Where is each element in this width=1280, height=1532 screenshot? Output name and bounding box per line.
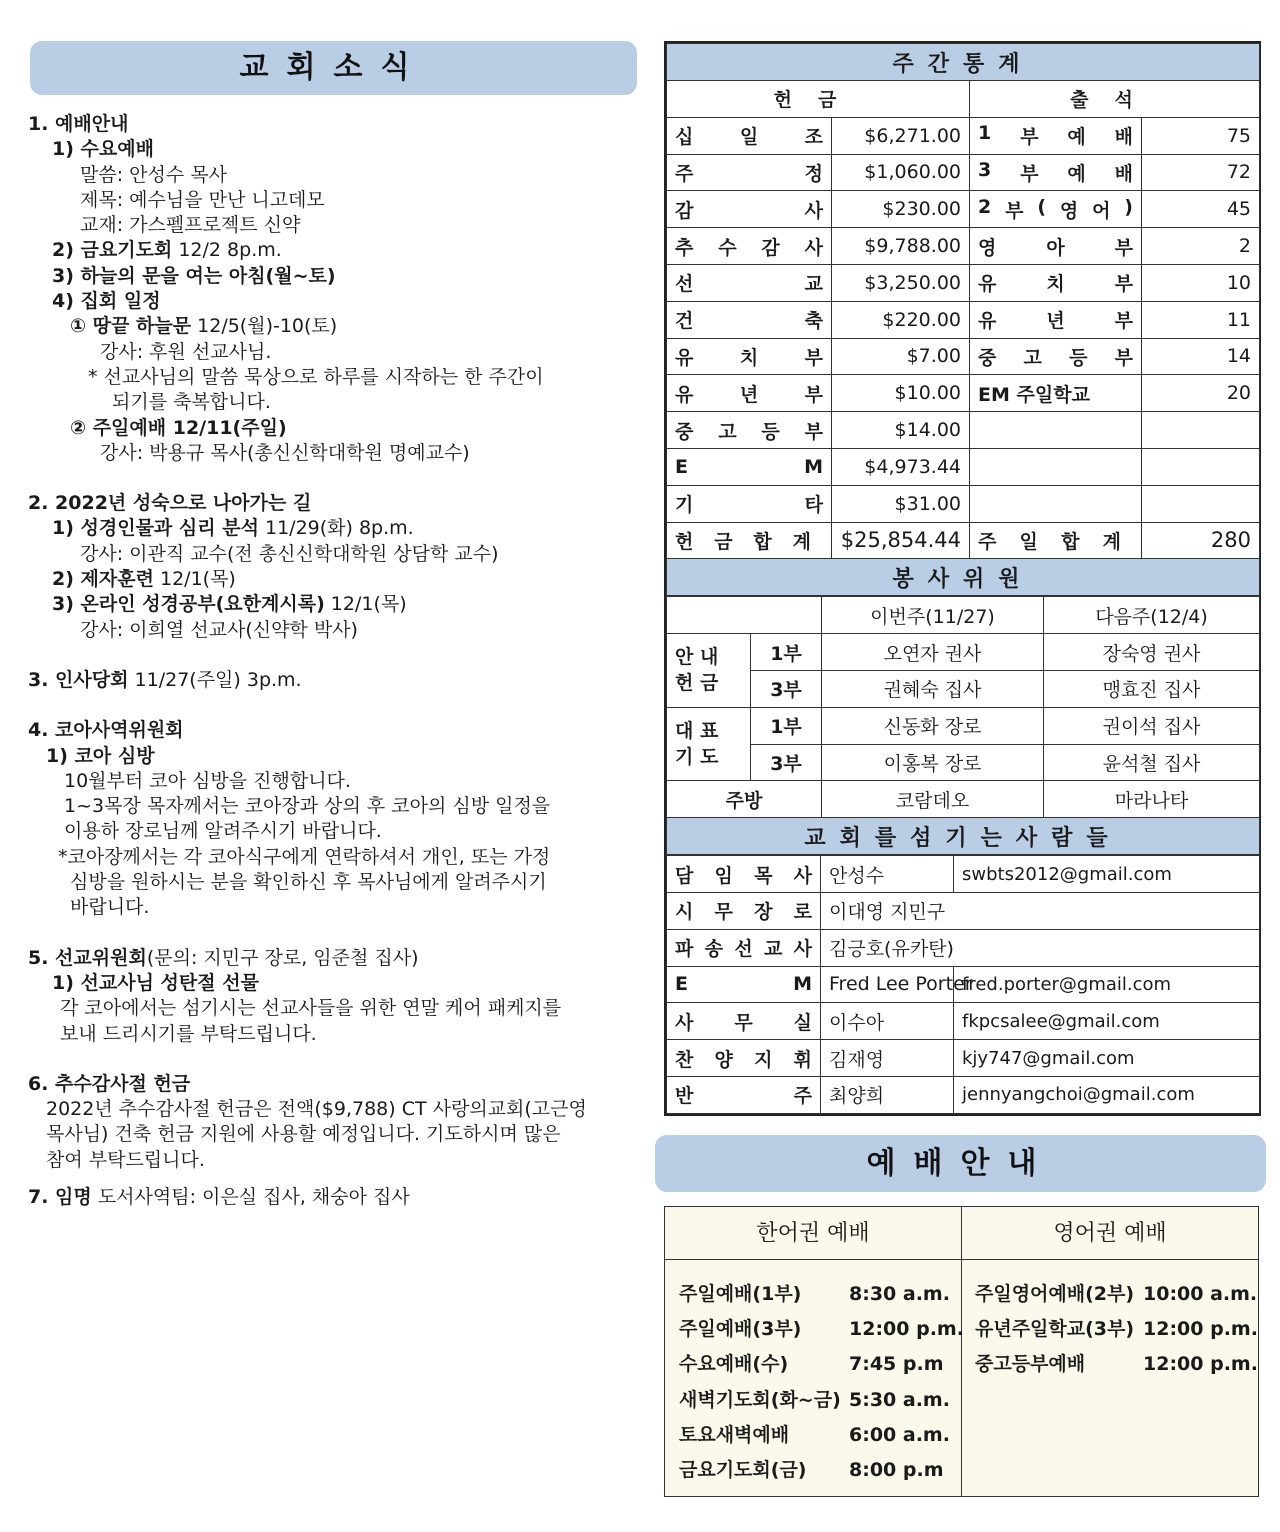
offering-amount: $10.00 — [832, 375, 970, 412]
item-text: 제목: 예수님을 만난 니고데모 — [80, 188, 325, 211]
offering-label: 유 치 부 — [667, 338, 832, 375]
service-time: 12:00 p.m. — [1143, 1353, 1258, 1376]
schedule-row — [975, 1347, 1258, 1382]
offering-label: 유 년 부 — [667, 375, 832, 412]
staff-role: 파 송 선 교 사 — [667, 929, 821, 966]
volunteer-name: 오연자 권사 — [822, 634, 1044, 671]
weekly-stats-table — [666, 43, 1260, 596]
item-text: 참여 부탁드립니다. — [46, 1148, 205, 1171]
item-text: 강사: 이희열 선교사(신약학 박사) — [80, 618, 358, 641]
item-title: 1) 코아 심방 — [46, 744, 155, 767]
attendance-count — [1142, 412, 1260, 449]
schedule-row — [679, 1383, 949, 1418]
stats-row — [667, 154, 1260, 191]
offering-amount: $4,973.44 — [832, 448, 970, 485]
item-text: 심방을 원하시는 분을 확인하신 후 목사님에게 알려주시기 — [70, 871, 547, 894]
usher-label: 안 내 — [675, 646, 719, 669]
item-text: 보내 드리시기를 부탁드립니다. — [60, 1022, 317, 1045]
service-time: 10:00 a.m. — [1143, 1283, 1258, 1305]
this-week-header: 이번주(11/27) — [822, 597, 1044, 634]
offering-amount: $31.00 — [832, 485, 970, 522]
staff-row — [667, 892, 1260, 929]
staff-email: jennyangchoi@gmail.com — [954, 1076, 1260, 1113]
item-text: 목사님) 건축 헌금 지원에 사용할 예정입니다. 기도하시며 많은 — [46, 1123, 561, 1146]
stats-row — [667, 117, 1260, 154]
stats-title: 주간통계 — [667, 44, 1260, 81]
schedule-row — [679, 1347, 949, 1382]
offering-amount: $14.00 — [832, 412, 970, 449]
staff-row — [667, 929, 1260, 966]
service-name: 주일예배(1부) — [679, 1283, 802, 1305]
item-date: 12/1(목) — [159, 568, 236, 591]
attendance-total-label: 주 일 합 계 — [970, 522, 1142, 559]
volunteer-name: 이홍복 장로 — [822, 744, 1044, 781]
offering-label: 추 수 감 사 — [667, 228, 832, 265]
service-time: 8:00 p.m — [849, 1458, 944, 1481]
meeting-title: ② 주일예배 12/11(주일) — [70, 416, 287, 439]
section-title: 2. 2022년 성숙으로 나아가는 길 — [28, 492, 312, 515]
item-title: 3) 온라인 성경공부(요한계시록) — [52, 593, 325, 616]
stats-row — [667, 264, 1260, 301]
attendance-label: 중 고 등 부 — [970, 338, 1142, 375]
offering-total-label: 헌 금 합 계 — [667, 522, 832, 559]
offering-label: 십 일 조 — [667, 117, 832, 154]
staff-row — [667, 1076, 1260, 1113]
staff-row — [667, 966, 1260, 1003]
stats-row — [667, 412, 1260, 449]
attendance-count: 72 — [1142, 154, 1260, 191]
staff-name: 이수아 — [821, 1003, 954, 1040]
service-name: 수요예배(수) — [679, 1353, 789, 1376]
attendance-label — [970, 485, 1142, 522]
attendance-count: 75 — [1142, 117, 1260, 154]
volunteer-name: 신동화 장로 — [822, 707, 1044, 744]
service-name: 주일영어예배(2부) — [975, 1283, 1135, 1305]
schedule-row — [679, 1277, 949, 1312]
section-title: 7. 임명 — [28, 1185, 92, 1208]
service-name: 새벽기도회(화~금) — [679, 1388, 841, 1411]
staff-email: fred.porter@gmail.com — [954, 966, 1260, 1003]
worship-banner: 예배안내 — [655, 1135, 1266, 1192]
offering-label: E M — [667, 448, 832, 485]
volunteer-name: 장숙영 권사 — [1044, 634, 1260, 671]
kitchen-team: 코람데오 — [822, 781, 1044, 818]
item-title: 1) 선교사님 성탄절 선물 — [52, 971, 259, 994]
service-name: 주일예배(3부) — [679, 1318, 802, 1341]
item-text: 각 코아에서는 섬기시는 선교사들을 위한 연말 케어 패케지를 — [60, 997, 562, 1020]
service-3-label: 3부 — [751, 744, 822, 781]
attendance-label — [970, 412, 1142, 449]
staff-role: E M — [667, 966, 821, 1003]
item-title: 2) 제자훈련 — [52, 568, 154, 591]
staff-name: 김재영 — [821, 1040, 954, 1077]
service-name: 유년주일학교(3부) — [975, 1318, 1135, 1341]
volunteers-title: 봉사위원 — [667, 559, 1260, 596]
english-service-header: 영어권 예배 — [962, 1207, 1258, 1260]
volunteer-name: 맹효진 집사 — [1044, 670, 1260, 707]
staff-table — [666, 855, 1260, 1114]
stats-row — [667, 301, 1260, 338]
schedule-row — [975, 1312, 1258, 1347]
offering-label: 중 고 등 부 — [667, 412, 832, 449]
service-time: 12:00 p.m. — [849, 1318, 964, 1341]
section-title: 4. 코아사역위원회 — [28, 719, 184, 742]
attendance-label: 유 치 부 — [970, 264, 1142, 301]
item-title: 2) 금요기도회 — [52, 239, 173, 262]
prayer-label: 기 도 — [675, 746, 719, 769]
item-date: 11/29(화) 8p.m. — [264, 517, 414, 540]
staff-role: 사 무 실 — [667, 1003, 821, 1040]
kitchen-label: 주방 — [667, 781, 822, 818]
item-text: 10월부터 코아 심방을 진행합니다. — [64, 769, 351, 792]
staff-name: 이대영 지민구 — [821, 892, 1260, 929]
attendance-label: 3 부 예 배 — [970, 154, 1142, 191]
service-3-label: 3부 — [751, 670, 822, 707]
offering-amount: $3,250.00 — [832, 264, 970, 301]
attendance-count: 10 — [1142, 264, 1260, 301]
item-text: * 선교사님의 말씀 묵상으로 하루를 시작하는 한 주간이 — [88, 365, 544, 388]
service-time: 6:00 a.m. — [849, 1423, 950, 1446]
attendance-label: 1 부 예 배 — [970, 117, 1142, 154]
item-text: 2022년 추수감사절 헌금은 전액($9,788) CT 사랑의교회(고근영 — [46, 1098, 587, 1121]
staff-role: 찬 양 지 휘 — [667, 1040, 821, 1077]
offering-label: 선 교 — [667, 264, 832, 301]
weekly-stats-panel — [664, 41, 1261, 1116]
staff-email: swbts2012@gmail.com — [954, 856, 1260, 893]
offering-label: 헌 금 — [675, 672, 719, 695]
attendance-count: 20 — [1142, 375, 1260, 412]
service-time: 8:30 a.m. — [849, 1283, 950, 1305]
item-text: 강사: 이관직 교수(전 총신신학대학원 상담학 교수) — [80, 542, 499, 565]
service-time: 7:45 p.m — [849, 1353, 944, 1376]
attendance-label: EM 주일학교 — [970, 375, 1142, 412]
attendance-label: 2 부 ( 영 어 ) — [970, 191, 1142, 228]
staff-role: 반 주 — [667, 1076, 821, 1113]
volunteer-name: 권혜숙 집사 — [822, 670, 1044, 707]
worship-schedule — [664, 1206, 1259, 1497]
staff-email: kjy747@gmail.com — [954, 1040, 1260, 1077]
stats-row — [667, 375, 1260, 412]
attendance-label: 영 아 부 — [970, 228, 1142, 265]
volunteer-name: 권이석 집사 — [1044, 707, 1260, 744]
staff-row — [667, 1040, 1260, 1077]
kitchen-team: 마라나타 — [1044, 781, 1260, 818]
offering-amount: $6,271.00 — [832, 117, 970, 154]
item-date: 11/27(주일) 3p.m. — [134, 668, 302, 691]
church-news — [28, 112, 643, 1210]
stats-row — [667, 228, 1260, 265]
item-title: 3) 하늘의 문을 여는 아침(월~토) — [52, 264, 336, 287]
section-title: 5. 선교위원회 — [28, 946, 147, 969]
section-contact: (문의: 지민구 장로, 임준철 집사) — [146, 946, 419, 969]
service-name: 중고등부예배 — [975, 1353, 1086, 1376]
staff-role: 담 임 목 사 — [667, 856, 821, 893]
staff-role: 시 무 장 로 — [667, 892, 821, 929]
offering-total: $25,854.44 — [832, 522, 970, 559]
staff-name: 김긍호(유카탄) — [821, 929, 1260, 966]
item-text: 바랍니다. — [70, 896, 150, 919]
offering-label: 감 사 — [667, 191, 832, 228]
schedule-row — [975, 1277, 1258, 1312]
offering-amount: $7.00 — [832, 338, 970, 375]
item-text: 강사: 박용규 목사(총신신학대학원 명예교수) — [100, 441, 470, 464]
offering-header: 헌금 — [667, 81, 970, 118]
item-text: *코아장께서는 각 코아식구에게 연락하셔서 개인, 또는 가정 — [58, 845, 551, 868]
staff-row — [667, 1003, 1260, 1040]
offering-amount: $220.00 — [832, 301, 970, 338]
stats-row — [667, 485, 1260, 522]
item-text: 말씀: 안성수 목사 — [80, 163, 227, 186]
item-text: 이용하 장로님께 알려주시기 바랍니다. — [64, 820, 382, 843]
stats-row — [667, 191, 1260, 228]
news-banner: 교회소식 — [30, 41, 637, 95]
service-time: 5:30 a.m. — [849, 1388, 950, 1411]
korean-service-header: 한어권 예배 — [665, 1207, 961, 1260]
schedule-row — [679, 1453, 949, 1488]
schedule-row — [679, 1418, 949, 1453]
staff-row — [667, 856, 1260, 893]
volunteers-table — [666, 596, 1260, 855]
item-text: 도서사역팀: 이은실 집사, 채숭아 집사 — [97, 1185, 410, 1208]
meeting-title: ① 땅끝 하늘문 — [70, 315, 192, 338]
offering-label: 기 타 — [667, 485, 832, 522]
item-text: 교재: 가스펠프로젝트 신약 — [80, 214, 301, 237]
item-text: 되기를 축복합니다. — [112, 391, 271, 414]
offering-label: 건 축 — [667, 301, 832, 338]
attendance-label — [970, 448, 1142, 485]
service-1-label: 1부 — [751, 707, 822, 744]
staff-title: 교회를섬기는사람들 — [667, 818, 1260, 855]
section-title: 1. 예배안내 — [28, 113, 129, 135]
section-title: 3. 인사당회 — [28, 668, 129, 691]
attendance-count: 45 — [1142, 191, 1260, 228]
schedule-row — [679, 1312, 964, 1347]
staff-name: 안성수 — [821, 856, 954, 893]
service-time: 12:00 p.m. — [1143, 1318, 1258, 1341]
attendance-count — [1142, 485, 1260, 522]
attendance-header: 출석 — [970, 81, 1260, 118]
item-title: 1) 수요예배 — [52, 138, 154, 161]
attendance-label: 유 년 부 — [970, 301, 1142, 338]
item-title: 1) 성경인물과 심리 분석 — [52, 517, 259, 540]
staff-name: Fred Lee Porter — [821, 966, 954, 1003]
volunteer-name: 윤석철 집사 — [1044, 744, 1260, 781]
item-date: 12/2 8p.m. — [178, 239, 282, 262]
representative-label: 대 표 — [675, 720, 719, 743]
offering-label: 주 정 — [667, 154, 832, 191]
offering-amount: $230.00 — [832, 191, 970, 228]
offering-amount: $1,060.00 — [832, 154, 970, 191]
attendance-count — [1142, 448, 1260, 485]
item-text: 강사: 후원 선교사님. — [100, 340, 272, 363]
attendance-count: 14 — [1142, 338, 1260, 375]
item-title: 4) 집회 일정 — [52, 290, 161, 313]
staff-email: fkpcsalee@gmail.com — [954, 1003, 1260, 1040]
item-text: 1~3목장 목자께서는 코아장과 상의 후 코아의 심방 일정을 — [64, 795, 551, 818]
service-name: 토요새벽예배 — [679, 1423, 790, 1446]
next-week-header: 다음주(12/4) — [1044, 597, 1260, 634]
stats-row — [667, 338, 1260, 375]
attendance-total: 280 — [1142, 522, 1260, 559]
section-title: 6. 추수감사절 헌금 — [28, 1072, 191, 1095]
offering-amount: $9,788.00 — [832, 228, 970, 265]
meeting-date: 12/5(월)-10(토) — [197, 315, 338, 338]
item-date: 12/1(목) — [330, 593, 407, 616]
attendance-count: 11 — [1142, 301, 1260, 338]
stats-row — [667, 448, 1260, 485]
service-1-label: 1부 — [751, 634, 822, 671]
staff-name: 최양희 — [821, 1076, 954, 1113]
service-name: 금요기도회(금) — [679, 1458, 807, 1481]
attendance-count: 2 — [1142, 228, 1260, 265]
